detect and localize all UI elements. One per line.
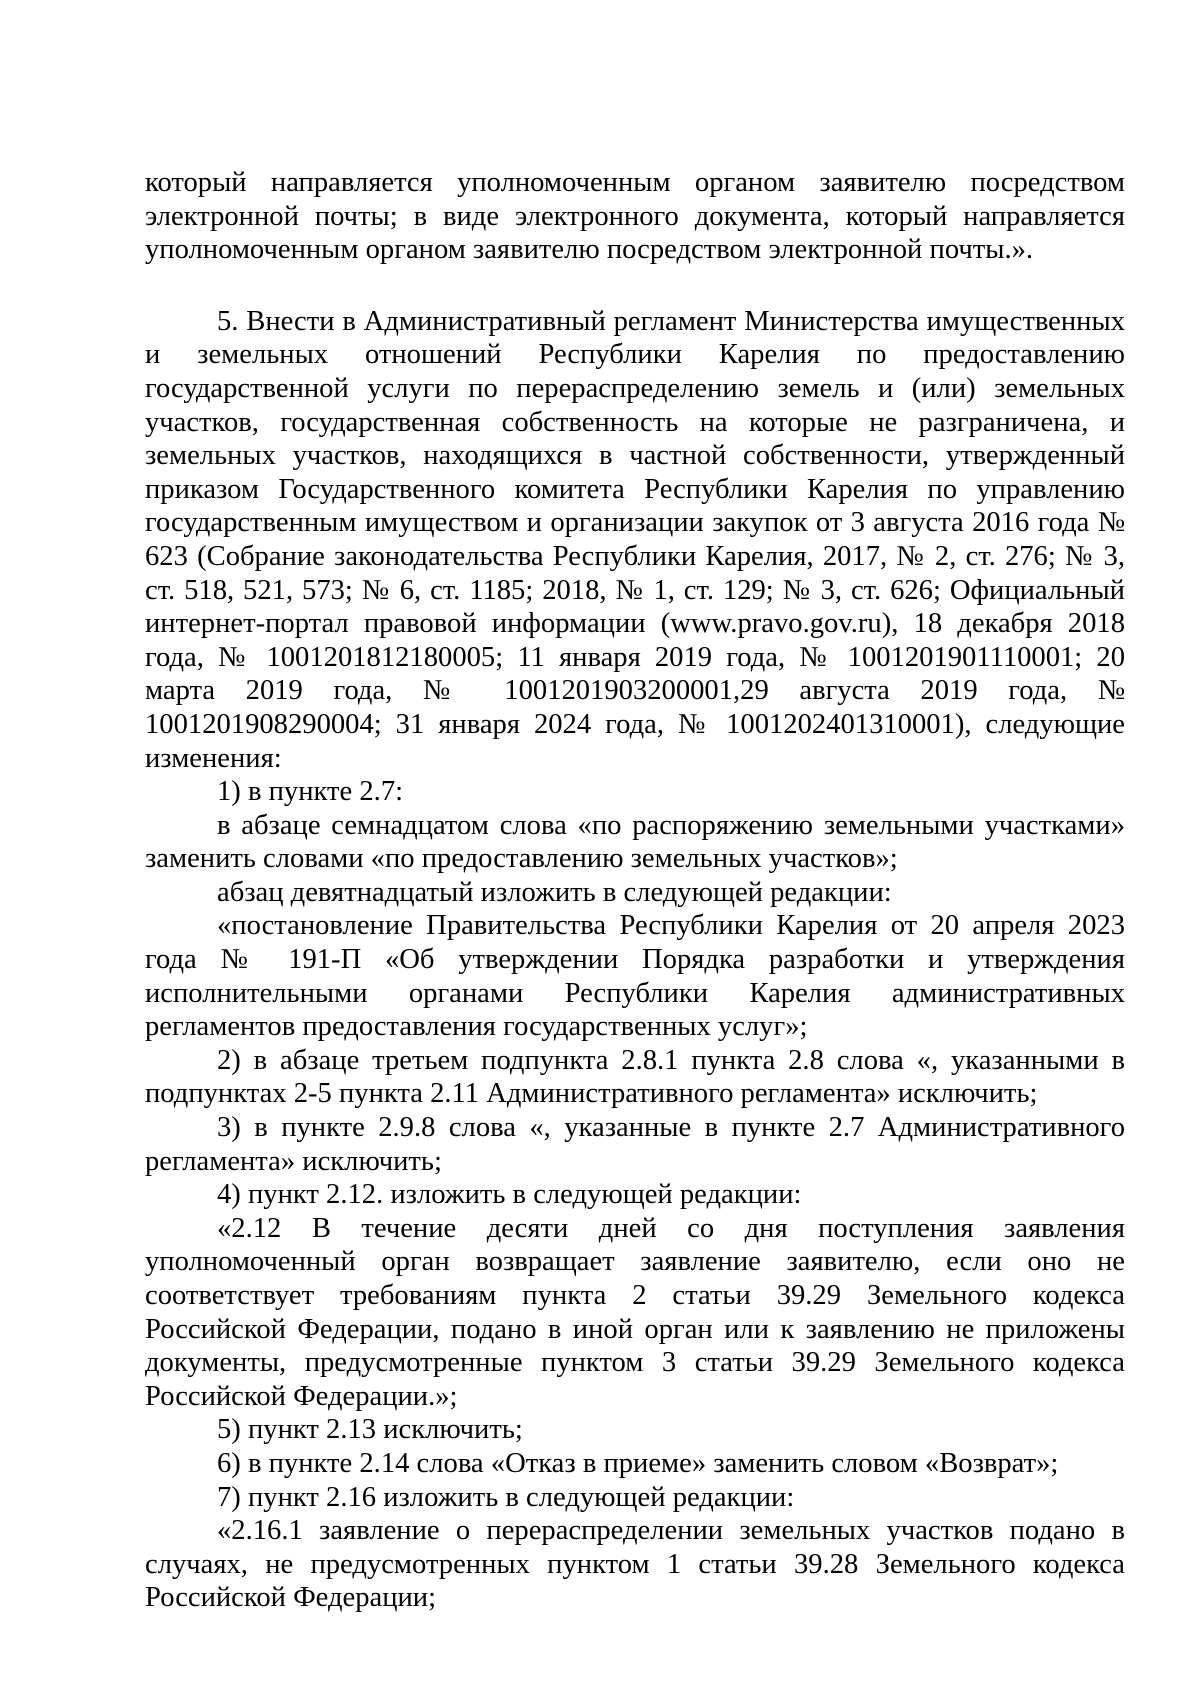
paragraph-subitem-6: 6) в пункте 2.14 слова «Отказ в приеме» заменить словом «Возврат»; bbox=[217, 1447, 1059, 1479]
paragraph-item-5: 5. Внести в Административный регламент Министерства имущественных и земельных отношений Республики Карелия по предоставлению государственной услуги по перераспределению земель и (или) земельных участков, государственная собственность на которые не разграничена, и земельных участков, находящихся в частной собственности, утвержденный приказом Государственного комитета Республики Карелия по управлению государственным имуществом и организации закупок от 3 августа 2016 года № 623 (Собрание законодательства Республики Карелия, 2017, № 2, ст. 276; № 3, ст. 518, 521, 573; № 6, ст. 1185; 2018, № 1, ст. 129; № 3, ст. 626; Официальный интернет-портал правовой информации (www.pravo.gov.ru), 18 декабря 2018 года, № 1001201812180005; 11 января 2019 года, № 1001201901110001; 20 марта 2019 года, № 1001201903200001,29 августа 2019 года, № 1001201908290004; 31 января 2024 года, № 1001202401310001), следующие изменения: bbox=[145, 305, 1125, 774]
paragraph-quote-2-16-1: «2.16.1 заявление о перераспределении земельных участков подано в случаях, не предусмотренных пунктом 1 статьи 39.28 Земельного кодекса Российской Федерации; bbox=[145, 1515, 1125, 1614]
paragraph-subitem-7: 7) пункт 2.16 изложить в следующей редакции: bbox=[217, 1481, 795, 1513]
paragraph-subitem-5: 5) пункт 2.13 исключить; bbox=[217, 1414, 523, 1446]
paragraph-continuation: который направляется уполномоченным органом заявителю посредством электронной почты; в виде электронного документа, который направляется уполномоченным органом заявителю посредством электронной почты.». bbox=[145, 167, 1125, 266]
paragraph-subitem-2: 2) в абзаце третьем подпункта 2.8.1 пункта 2.8 слова «, указанными в подпунктах 2-5 пункта 2.11 Административного регламента» исключить; bbox=[145, 1044, 1125, 1110]
paragraph-subitem-4: 4) пункт 2.12. изложить в следующей редакции: bbox=[217, 1179, 802, 1211]
document-page bbox=[145, 166, 1125, 1615]
paragraph-quote-postanovlenie: «постановление Правительства Республики Карелия от 20 апреля 2023 года № 191-П «Об утверждении Порядка разработки и утверждения исполнительными органами Республики Карелия административных регламентов предоставления государственных услуг»; bbox=[145, 910, 1125, 1043]
paragraph-quote-2-12: «2.12 В течение десяти дней со дня поступления заявления уполномоченный орган возвращает заявление заявителю, если оно не соответствует требованиям пункта 2 статьи 39.29 Земельного кодекса Российской Федерации, подано в иной орган или к заявлению не приложены документы, предусмотренные пунктом 3 статьи 39.29 Земельного кодекса Российской Федерации.»; bbox=[145, 1212, 1125, 1412]
paragraph-abzac-17: в абзаце семнадцатом слова «по распоряжению земельными участками» заменить словами «по предоставлению земельных участков»; bbox=[145, 809, 1125, 875]
paragraph-abzac-19: абзац девятнадцатый изложить в следующей редакции: bbox=[217, 876, 892, 908]
paragraph-subitem-3: 3) в пункте 2.9.8 слова «, указанные в пункте 2.7 Административного регламента» исключить; bbox=[145, 1112, 1125, 1177]
paragraph-subitem-1: 1) в пункте 2.7: bbox=[217, 776, 404, 808]
